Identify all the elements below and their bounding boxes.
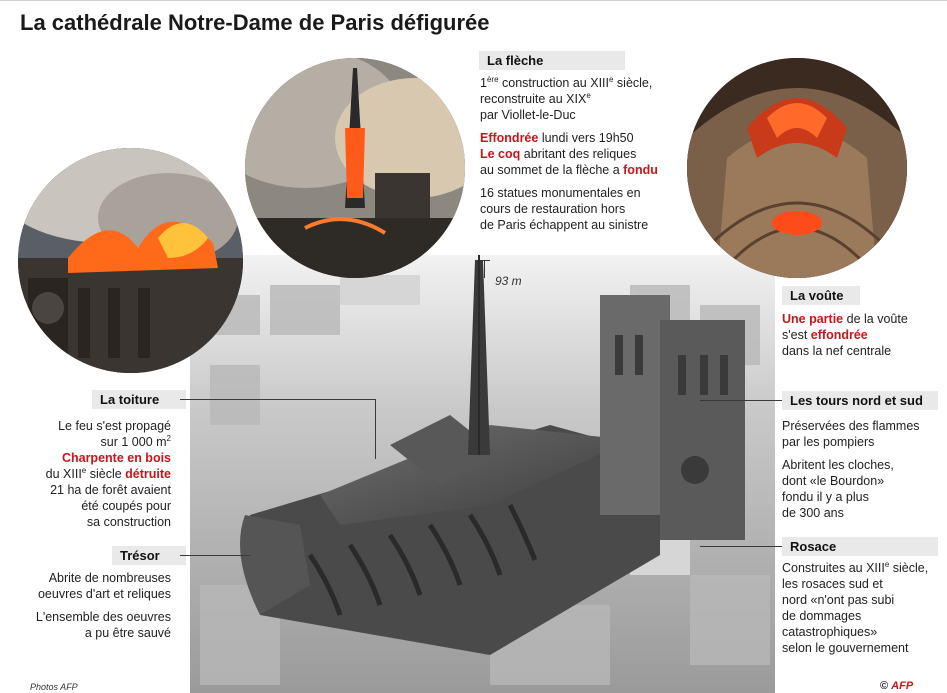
photo-credit: Photos AFP (30, 682, 78, 692)
afp-logo: © AFP (880, 680, 914, 692)
toiture-leader-v (375, 399, 376, 459)
toiture-leader-h (180, 399, 375, 400)
toiture-label: La toiture (92, 390, 186, 409)
tresor-saved: L'ensemble des oeuvres a pu être sauvé (35, 610, 171, 640)
voute-label: La voûte (782, 286, 860, 305)
tours-text (782, 418, 942, 528)
page-title: La cathédrale Notre-Dame de Paris défigurée (20, 10, 490, 35)
height-marker-tick (480, 260, 490, 261)
rosace-leader (700, 546, 782, 547)
height-marker-line (484, 260, 485, 278)
tresor-works: Abrite de nombreuses oeuvres d'art et reliques (37, 571, 171, 601)
fleche-statues: 16 statues monumentales en cours de restauration hors de Paris échappent au sinistre (480, 186, 649, 232)
tours-protected: Préservées des flammes par les pompiers (782, 419, 920, 449)
tresor-leader (180, 555, 250, 556)
vault-interior-photo (687, 58, 907, 278)
tresor-label: Trésor (112, 546, 186, 565)
toiture-text: Le feu s'est propagé sur 1 000 $m^2$ Charpente en bois du XIIIe siècle détruite 21 ha de forêt avaient été coupés pour sa construction (45, 419, 171, 529)
tours-leader (700, 400, 782, 401)
cathedral-aerial-photo (190, 255, 775, 693)
fleche-history: 1ère construction au XIIIe siècle, reconstruite au XIXe par Viollet-le-Duc (480, 74, 653, 122)
voute-text: Une partie de la voûte s'est effondrée dans la nef centrale (782, 312, 908, 358)
rosace-text: Construites au XIIIe siècle, les rosaces sud et nord «n'ont pas subi de dommages catastrophiques» selon le gouvernement (782, 559, 929, 655)
fleche-text (480, 75, 710, 240)
tresor-text (10, 570, 171, 648)
tours-bells: Abritent les cloches, dont «le Bourdon» fondu il y a plus de 300 ans (782, 458, 894, 520)
fire-roof-photo (18, 148, 243, 373)
spire-fire-photo (245, 58, 465, 278)
top-rule (0, 0, 947, 1)
fleche-collapse: Effondrée lundi vers 19h50 Le coq abritant des reliques au sommet de la flèche a fondu (480, 131, 658, 177)
fleche-label: La flèche (479, 51, 625, 70)
tours-label: Les tours nord et sud (782, 391, 938, 410)
height-label: 93 m (495, 274, 522, 288)
rosace-label: Rosace (782, 537, 938, 556)
